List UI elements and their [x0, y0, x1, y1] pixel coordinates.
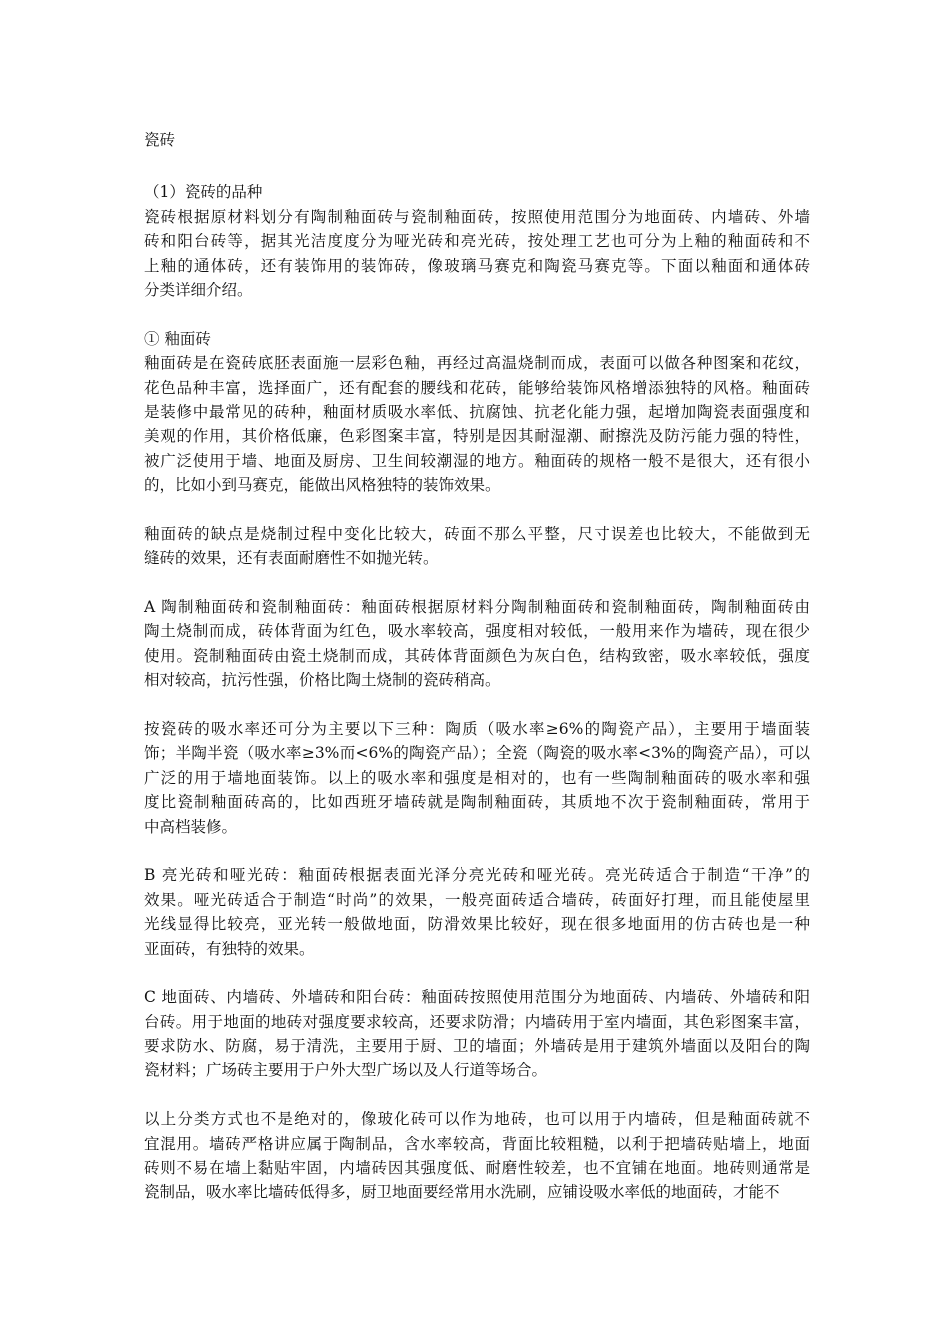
text-line: 以上分类方式也不是绝对的，像玻化砖可以作为地砖，也可以用于内墙砖，但是釉面砖就不	[144, 1110, 810, 1129]
text-line: 釉面砖的缺点是烧制过程中变化比较大，砖面不那么平整，尺寸误差也比较大，不能做到无	[144, 524, 810, 543]
text-line: 的，比如小到马赛克，能做出风格独特的装饰效果。	[144, 476, 501, 495]
paragraph	[144, 1107, 810, 1205]
text-line: B 亮光砖和哑光砖：釉面砖根据表面光泽分亮光砖和哑光砖。亮光砖适合于制造“干净”的	[144, 866, 810, 885]
paragraph-spacer	[144, 571, 810, 595]
text-line: 分类详细介绍。	[144, 280, 253, 299]
section-heading	[144, 180, 810, 204]
paragraph	[144, 205, 810, 303]
text-line: 陶土烧制而成，砖体背面为红色，吸水率较高，强度相对较低，一般用来作为墙砖，现在很少	[144, 622, 810, 641]
text-line: 美观的作用，其价格低廉，色彩图案丰富，特别是因其耐湿潮、耐擦洗及防污能力强的特性，	[144, 427, 810, 446]
text-line: 釉面砖是在瓷砖底胚表面施一层彩色釉，再经过高温烧制而成，表面可以做各种图案和花纹，	[144, 354, 810, 373]
text-line: 花色品种丰富，选择面广，还有配套的腰线和花砖，能够给装饰风格增添独特的风格。釉面砖	[144, 378, 810, 397]
paragraph	[144, 717, 810, 839]
paragraph	[144, 595, 810, 693]
paragraph-spacer	[144, 839, 810, 863]
text-line: 光线显得比较亮，亚光转一般做地面，防滑效果比较好，现在很多地面用的仿古砖也是一种	[144, 915, 810, 934]
paragraph-spacer	[144, 961, 810, 985]
text-line: 砖和阳台砖等，据其光洁度度分为哑光砖和亮光砖，按处理工艺也可分为上釉的釉面砖和不	[144, 232, 810, 251]
text-line: 要求防水、防腐，易于清洗，主要用于厨、卫的墙面；外墙砖是用于建筑外墙面以及阳台的陶	[144, 1037, 810, 1056]
paragraph	[144, 522, 810, 571]
text-line: 台砖。用于地面的地砖对强度要求较高，还要求防滑；内墙砖用于室内墙面，其色彩图案丰富，	[144, 1012, 810, 1031]
text-line: 瓷砖根据原材料划分有陶制釉面砖与瓷制釉面砖，按照使用范围分为地面砖、内墙砖、外墙	[144, 207, 810, 226]
text-line: 中高档装修。	[144, 817, 238, 836]
text-line: 上釉的通体砖，还有装饰用的装饰砖，像玻璃马赛克和陶瓷马赛克等。下面以釉面和通体砖	[144, 256, 810, 275]
text-line: 按瓷砖的吸水率还可分为主要以下三种：陶质（吸水率≥6%的陶瓷产品），主要用于墙面装	[144, 719, 810, 738]
paragraph	[144, 863, 810, 961]
paragraph-spacer	[144, 693, 810, 717]
text-line: ① 釉面砖	[144, 329, 211, 348]
text-line: 瓷材料；广场砖主要用于户外大型广场以及人行道等场合。	[144, 1061, 548, 1080]
paragraph-spacer	[144, 1083, 810, 1107]
text-line: C 地面砖、内墙砖、外墙砖和阳台砖：釉面砖按照使用范围分为地面砖、内墙砖、外墙砖和阳	[144, 988, 810, 1007]
text-line: 被广泛使用于墙、地面及厨房、卫生间较潮湿的地方。釉面砖的规格一般不是很大，还有很小	[144, 451, 810, 470]
text-line: 瓷制品，吸水率比墙砖低得多，厨卫地面要经常用水洗刷，应铺设吸水率低的地面砖，才能不	[144, 1183, 780, 1202]
paragraph	[144, 351, 810, 497]
document-title	[144, 128, 810, 152]
text-line: 使用。瓷制釉面砖由瓷土烧制而成，其砖体背面颜色为灰白色，结构致密，吸水率较低，强度	[144, 646, 810, 665]
text-line: 缝砖的效果，还有表面耐磨性不如抛光转。	[144, 549, 439, 568]
document-body	[144, 180, 810, 1204]
paragraph-spacer	[144, 497, 810, 521]
text-line: 亚面砖，有独特的效果。	[144, 939, 315, 958]
text-line: 是装修中最常见的砖种，釉面材质吸水率低、抗腐蚀、抗老化能力强，起增加陶瓷表面强度和	[144, 402, 810, 421]
text-line: 相对较高，抗污性强，价格比陶土烧制的瓷砖稍高。	[144, 671, 501, 690]
paragraph-spacer	[144, 302, 810, 326]
text-line: 宜混用。墙砖严格讲应属于陶制品，含水率较高，背面比较粗糙，以利于把墙砖贴墙上，地面	[144, 1134, 810, 1153]
text-line: （1）瓷砖的品种	[144, 183, 263, 202]
title-text: 瓷砖	[144, 131, 176, 149]
document-page	[144, 128, 810, 1205]
text-line: 饰；半陶半瓷（吸水率≥3%而<6%的陶瓷产品）；全瓷（陶瓷的吸水率<3%的陶瓷产品），可以	[144, 744, 810, 763]
text-line: A 陶制釉面砖和瓷制釉面砖：釉面砖根据原材料分陶制釉面砖和瓷制釉面砖，陶制釉面砖由	[144, 598, 810, 617]
paragraph	[144, 985, 810, 1083]
text-line: 效果。哑光砖适合于制造“时尚”的效果，一般亮面砖适合墙砖，砖面好打理，而且能使屋里	[144, 890, 810, 909]
text-line: 度比瓷制釉面砖高的，比如西班牙墙砖就是陶制釉面砖，其质地不次于瓷制釉面砖，常用于	[144, 793, 810, 812]
text-line: 砖则不易在墙上黏贴牢固，内墙砖因其强度低、耐磨性较差，也不宜铺在地面。地砖则通常是	[144, 1159, 810, 1178]
text-line: 广泛的用于墙地面装饰。以上的吸水率和强度是相对的，也有一些陶制釉面砖的吸水率和强	[144, 768, 810, 787]
section-heading	[144, 327, 810, 351]
